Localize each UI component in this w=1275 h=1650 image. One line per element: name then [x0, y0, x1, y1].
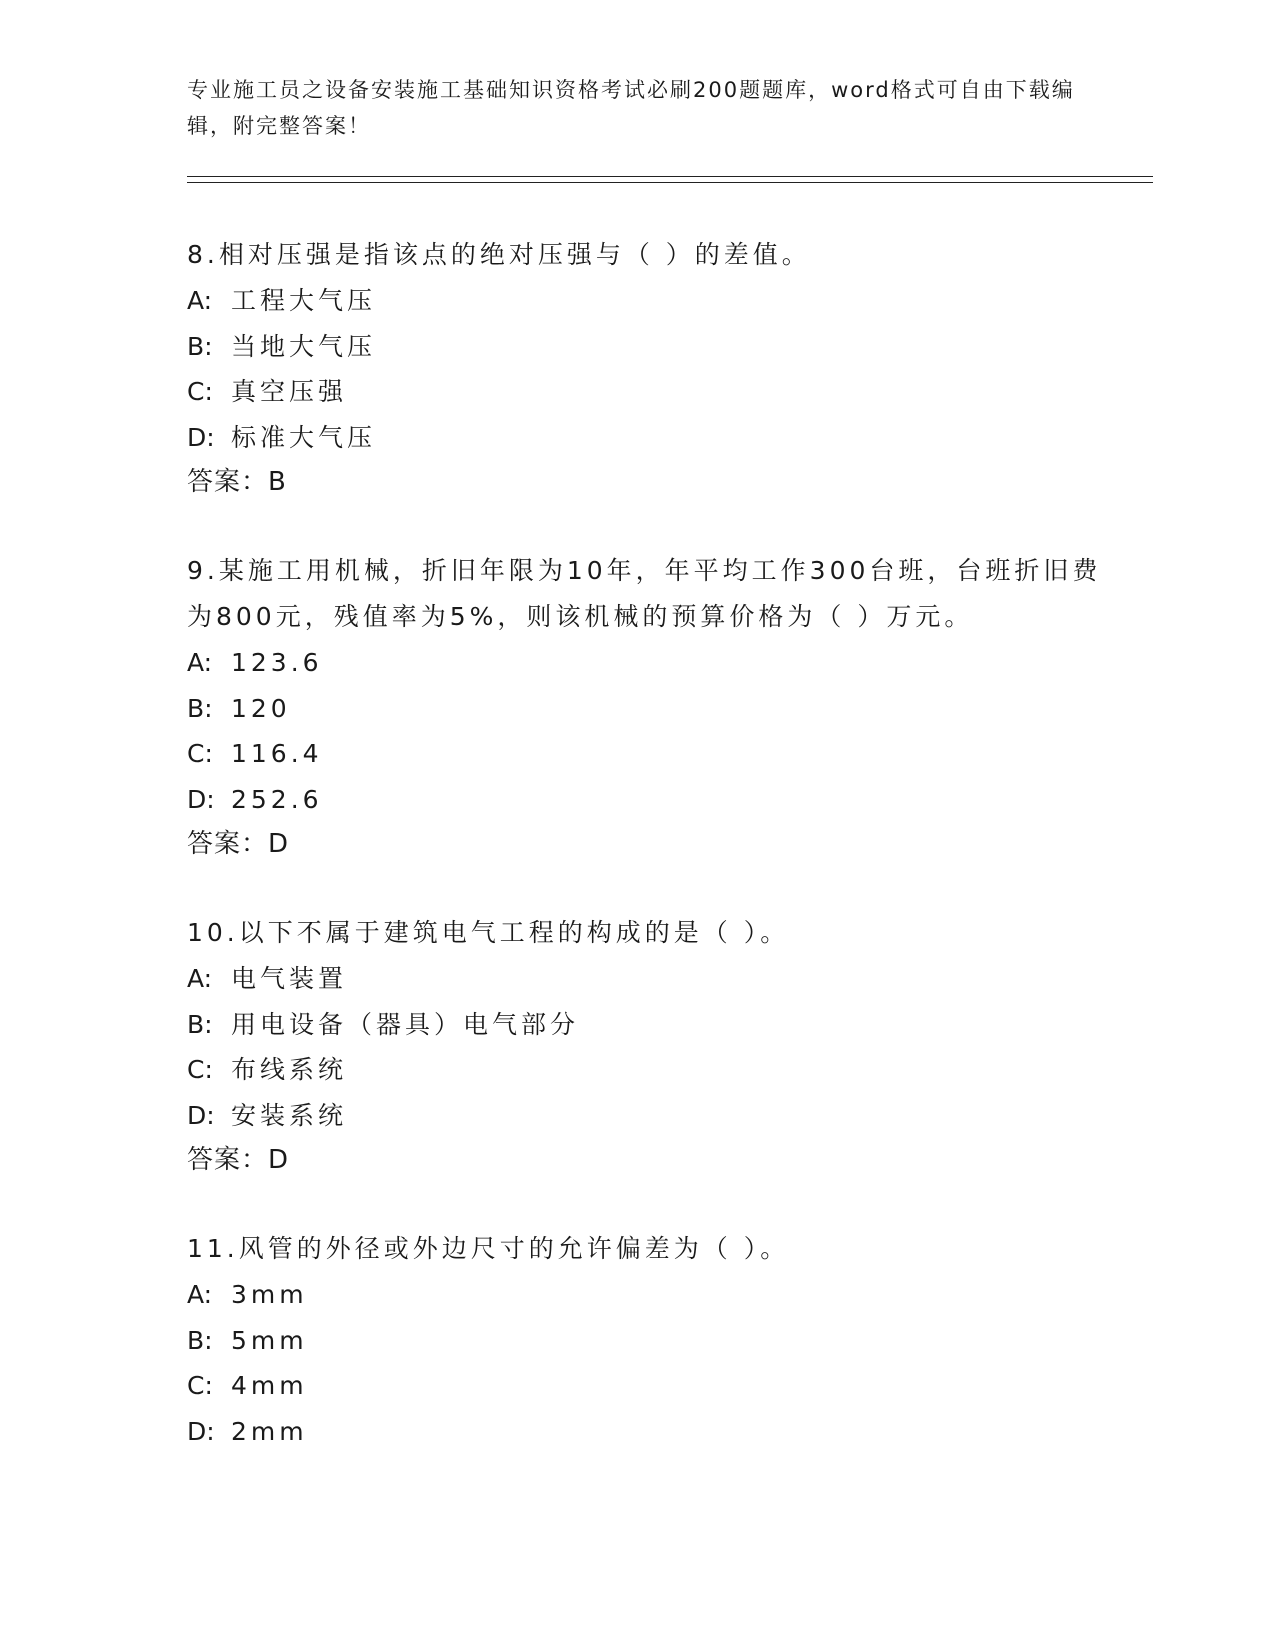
option-letter: A: [187, 1280, 213, 1309]
option-text: 工程大气压 [231, 286, 377, 315]
option-text: 电气装置 [231, 964, 348, 993]
answer-line: 答案：B [187, 467, 287, 497]
option-a [187, 956, 1107, 1002]
option-b [187, 1002, 1107, 1048]
header-divider-thin [187, 182, 1153, 183]
option-d [187, 1409, 1107, 1455]
option-letter: C: [187, 739, 213, 768]
option-text: 252.6 [231, 784, 323, 814]
option-letter: D: [187, 1416, 215, 1446]
option-text: 用电设备（器具）电气部分 [231, 1009, 580, 1039]
question-text: 10.以下不属于建筑电气工程的构成的是（ ）。 [187, 918, 790, 947]
option-a [187, 278, 1107, 324]
option-text: 120 [231, 693, 291, 723]
option-b [187, 324, 1107, 370]
header-divider-thick [187, 176, 1153, 177]
question-text: 11.风管的外径或外边尺寸的允许偏差为（ ）。 [187, 1234, 790, 1263]
option-letter: B: [187, 1325, 213, 1355]
answer-line: 答案：D [187, 1145, 290, 1175]
option-text: 5mm [231, 1325, 308, 1355]
option-d [187, 777, 1107, 823]
option-text: 3mm [231, 1280, 308, 1309]
option-d [187, 415, 1107, 461]
option-a [187, 1272, 1107, 1318]
option-text: 布线系统 [231, 1055, 348, 1084]
option-c [187, 1363, 1107, 1409]
option-letter: B: [187, 331, 213, 361]
option-b [187, 1318, 1107, 1364]
option-letter: C: [187, 1371, 213, 1400]
option-text: 123.6 [231, 648, 323, 677]
option-b [187, 686, 1107, 732]
option-letter: A: [187, 286, 213, 315]
question-text: 9.某施工用机械，折旧年限为10年，年平均工作300台班，台班折旧费为800元，残值率为5%，则该机械的预算价格为（ ）万元。 [187, 556, 1102, 631]
option-text: 当地大气压 [231, 331, 377, 361]
question-list [187, 232, 1107, 1497]
option-letter: C: [187, 377, 213, 406]
option-text: 安装系统 [231, 1100, 348, 1130]
answer-line: 答案：D [187, 829, 290, 859]
option-letter: B: [187, 693, 213, 723]
option-letter: D: [187, 1100, 215, 1130]
option-text: 真空压强 [231, 377, 348, 406]
option-c [187, 1047, 1107, 1093]
option-letter: D: [187, 784, 215, 814]
option-c [187, 369, 1107, 415]
option-letter: A: [187, 648, 213, 677]
option-d [187, 1093, 1107, 1139]
option-text: 标准大气压 [231, 422, 377, 452]
option-letter: C: [187, 1055, 213, 1084]
option-a [187, 640, 1107, 686]
option-c [187, 731, 1107, 777]
option-text: 4mm [231, 1371, 308, 1400]
option-text: 2mm [231, 1416, 308, 1446]
option-letter: D: [187, 422, 215, 452]
question-10 [187, 910, 1107, 1183]
question-text: 8.相对压强是指该点的绝对压强与（ ）的差值。 [187, 240, 811, 269]
document-header: 专业施工员之设备安装施工基础知识资格考试必刷200题题库，word格式可自由下载编辑，附完整答案！ [187, 78, 1075, 138]
question-11 [187, 1226, 1107, 1454]
option-letter: B: [187, 1009, 213, 1039]
option-letter: A: [187, 964, 213, 993]
question-8 [187, 232, 1107, 505]
option-text: 116.4 [231, 739, 323, 768]
question-9 [187, 548, 1107, 867]
